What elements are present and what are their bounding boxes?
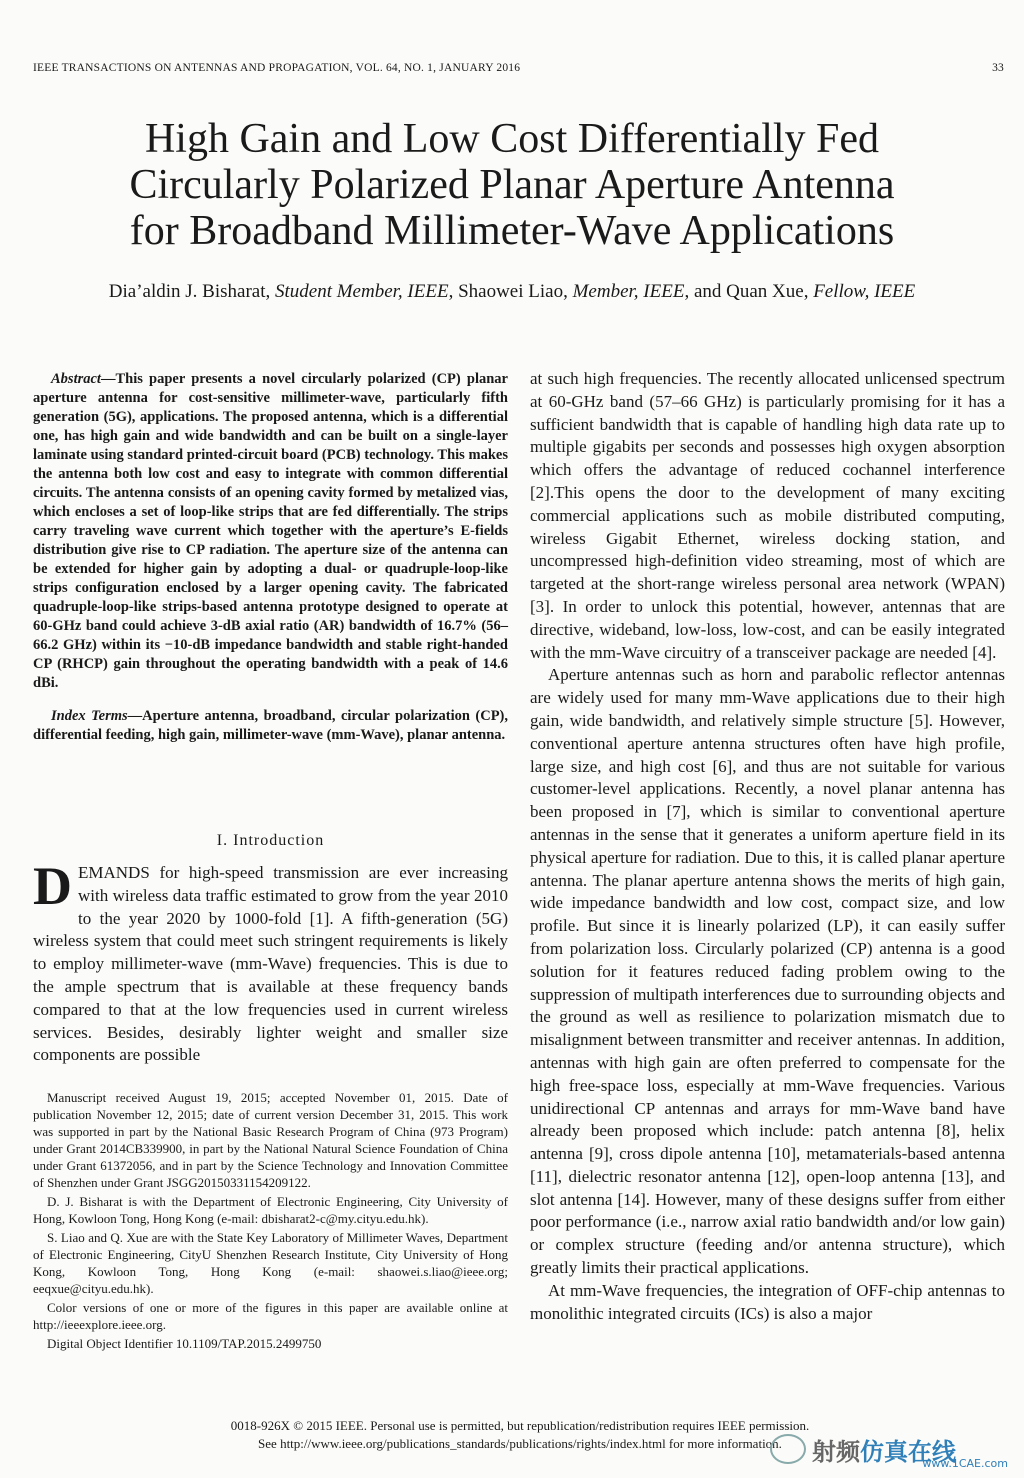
footnote-manuscript: Manuscript received August 19, 2015; accepted November 01, 2015. Date of publication November 12, 2015; date of current version December 31, 2015. This work was supported in part by the National Basic Research Program of China (973 Program) under Grant 2014CB339900, in part by the National Natural Science Foundation of China under Grant 61372056, and in part by the Science Technology and Innovation Committee of Shenzhen under Grant JSGG20150331154209122. — [33, 1090, 508, 1190]
footnotes — [33, 1089, 508, 1354]
page-number: 33 — [992, 62, 1004, 74]
watermark-url: www.1CAE.com — [922, 1457, 1008, 1470]
abstract — [33, 370, 508, 745]
copyright-line-1: 0018-926X © 2015 IEEE. Personal use is permitted, but republication/redistribution requires IEEE permission. — [230, 1418, 810, 1433]
intro-paragraph — [33, 856, 508, 1067]
footnote-author-1: D. J. Bisharat is with the Department of Electronic Engineering, City University of Hong, Kowloon Tong, Hong Kong (e-mail: dbisharat2-c@my.cityu.edu.hk). — [33, 1194, 508, 1226]
abstract-text: —This paper presents a novel circularly polarized (CP) planar aperture antenna for cost-sensitive millimeter-wave, particularly fifth generation (5G), applications. The proposed antenna, which is a differential one, has high gain and wide bandwidth and can be built on a single-layer laminate using standard printed-circuit board (PCB) technology. This makes the antenna both low cost and easy to integrate with common differential circuits. The antenna consists of an opening cavity formed by metalized vias, which encloses a set of loop-like strips that are fed differentially. The strips carry traveling wave current which together with the aperture’s E-fields distribution give rise to CP radiation. The aperture size of the antenna can be extended for higher gain by adopting a dual- or quadruple-loop-like strips configuration enclosed by a larger opening cavity. The fabricated quadruple-loop-like strips-based antenna prototype designed to operate at 60-GHz band could achieve 3-dB axial ratio (AR) bandwidth of 16.7% (56–66.2 GHz) within its −10-dB impedance bandwidth and stable right-handed CP (RHCP) gain throughout the operating bandwidth with a peak of 14.6 dBi. — [33, 371, 508, 691]
watermark-text-b: 仿真在线 — [860, 1437, 956, 1466]
author-1-role: Student Member, IEEE — [274, 281, 449, 302]
index-terms-text: —Aperture antenna, broadband, circular polarization (CP), differential feeding, high gain, millimeter-wave (mm-Wave), planar antenna. — [33, 708, 509, 743]
watermark — [770, 1430, 1010, 1468]
right-column-body — [530, 368, 1005, 1325]
running-head — [33, 62, 1004, 74]
author-1-name: Dia’aldin J. Bisharat, — [108, 281, 275, 302]
author-2-role: Member, IEEE — [572, 281, 685, 302]
intro-text: EMANDS for high-speed transmission are ever increasing with wireless data traffic estimated to grow from the year 2010 to the year 2020 by 1000-fold [1]. A fifth-generation (5G) wireless system that could meet such stringent requirements is likely to employ millimeter-wave (mm-Wave) frequencies. This is due to the ample spectrum that is available at these frequency bands compared to that at the low frequencies used in current wireless services. Besides, desirably lighter weight and smaller size components are possible — [33, 863, 508, 1065]
footnote-author-2-3: S. Liao and Q. Xue are with the State Key Laboratory of Millimeter Waves, Department of Electronic Engineering, CityU Shenzhen Research Institute, City University of Hong Kong, Kowloon Tong, Hong Kong (e-mail: shaowei.s.liao@ieee.org; eeqxue@cityu.edu.hk). — [33, 1230, 508, 1296]
abstract-paragraph — [33, 370, 508, 693]
abstract-label: Abstract — [51, 371, 101, 387]
title-line-1: High Gain and Low Cost Differentially Fed — [144, 116, 880, 162]
right-paragraph-1: at such high frequencies. The recently allocated unlicensed spectrum at 60-GHz band (57–66 GHz) is particularly promising for it has a sufficient bandwidth that is capable of handling high data rate up to multiple gigabits per seconds and possesses high oxygen absorption which offers the advantage of reduced cochannel interference [2].This opens the door to the development of many exciting commercial applications such as mobile distributed computing, wireless Gigabit Ethernet, wireless docking station, and uncompressed high-definition video streaming, most of which are targeted at the short-range wireless personal area network (WPAN) [3]. In order to unlock this potential, however, antennas that are directive, wideband, low-loss, low-cost, and can be easily integrated with the mm-Wave circuitry of a transceiver package are needed [4]. — [530, 369, 1005, 662]
index-terms-label: Index Terms — [51, 708, 128, 724]
author-2-name: , Shaowei Liao, — [448, 281, 573, 302]
title-line-2: Circularly Polarized Planar Aperture Antenna — [129, 162, 895, 208]
watermark-text-a: 射频 — [812, 1437, 860, 1466]
index-terms — [33, 707, 508, 745]
footnote-doi: Digital Object Identifier 10.1109/TAP.2015.2499750 — [47, 1336, 322, 1351]
title-line-3: for Broadband Millimeter-Wave Applications — [129, 208, 895, 254]
right-paragraph-3: At mm-Wave frequencies, the integration of OFF-chip antennas to monolithic integrated circuits (ICs) is also a major — [530, 1280, 1005, 1323]
section-heading-introduction: I. Introduction — [216, 832, 325, 849]
wechat-logo-icon — [770, 1434, 806, 1464]
author-list — [0, 281, 1024, 303]
paper-title — [0, 116, 1024, 254]
author-3-role: Fellow, IEEE — [813, 281, 916, 302]
introduction-body — [33, 856, 508, 1067]
copyright-line-2: See http://www.ieee.org/publications_standards/publications/rights/index.html for more information. — [258, 1436, 782, 1451]
footnote-color: Color versions of one or more of the figures in this paper are available online at http://ieeexplore.ieee.org. — [33, 1300, 508, 1332]
dropcap: D — [33, 856, 72, 916]
journal-header: IEEE TRANSACTIONS ON ANTENNAS AND PROPAGATION, VOL. 64, NO. 1, JANUARY 2016 — [33, 62, 521, 74]
author-3-name: , and Quan Xue, — [684, 281, 814, 302]
right-paragraph-2: Aperture antennas such as horn and parabolic reflector antennas are widely used for many mm-Wave applications due to their high gain, wide bandwidth, and relatively simple structure [5]. However, conventional aperture antenna structures often have high profile, large size, and high cost [6], and thus are not suitable for various customer-level applications. Recently, a novel planar antenna has been proposed in [7], which is similar to conventional aperture antennas in the sense that it generates a uniform aperture field in its physical aperture for radiation. Due to this, it is called planar aperture antenna. The planar aperture antenna shows the merits of high gain, wide impedance bandwidth and low cost, compact size, and low profile. But since it is linearly polarized (LP), it can easily suffer from polarization loss. Circularly polarized (CP) antenna is a good solution for it features reduced fading problem owing to the suppression of multipath interferences due to surrounding objects and the ground as well as resilience to polarization mismatch due to misalignment between transmitter and receiver antennas. In addition, antennas with high gain are often preferred to compensate for the high free-space loss, especially at mm-Wave frequencies. Various unidirectional CP antennas and arrays for mm-Wave band have already been proposed which include: patch antenna [8], helix antenna [9], cross dipole antenna [10], metamaterials-based antenna [11], dielectric resonator antenna [12], open-loop antenna [13], and slot antenna [14]. However, many of these designs suffer from either poor performance (i.e., narrow axial ratio bandwidth and/or low gain) or complex structure (feeding and/or antenna structure), which greatly limits their practical applications. — [530, 665, 1005, 1278]
